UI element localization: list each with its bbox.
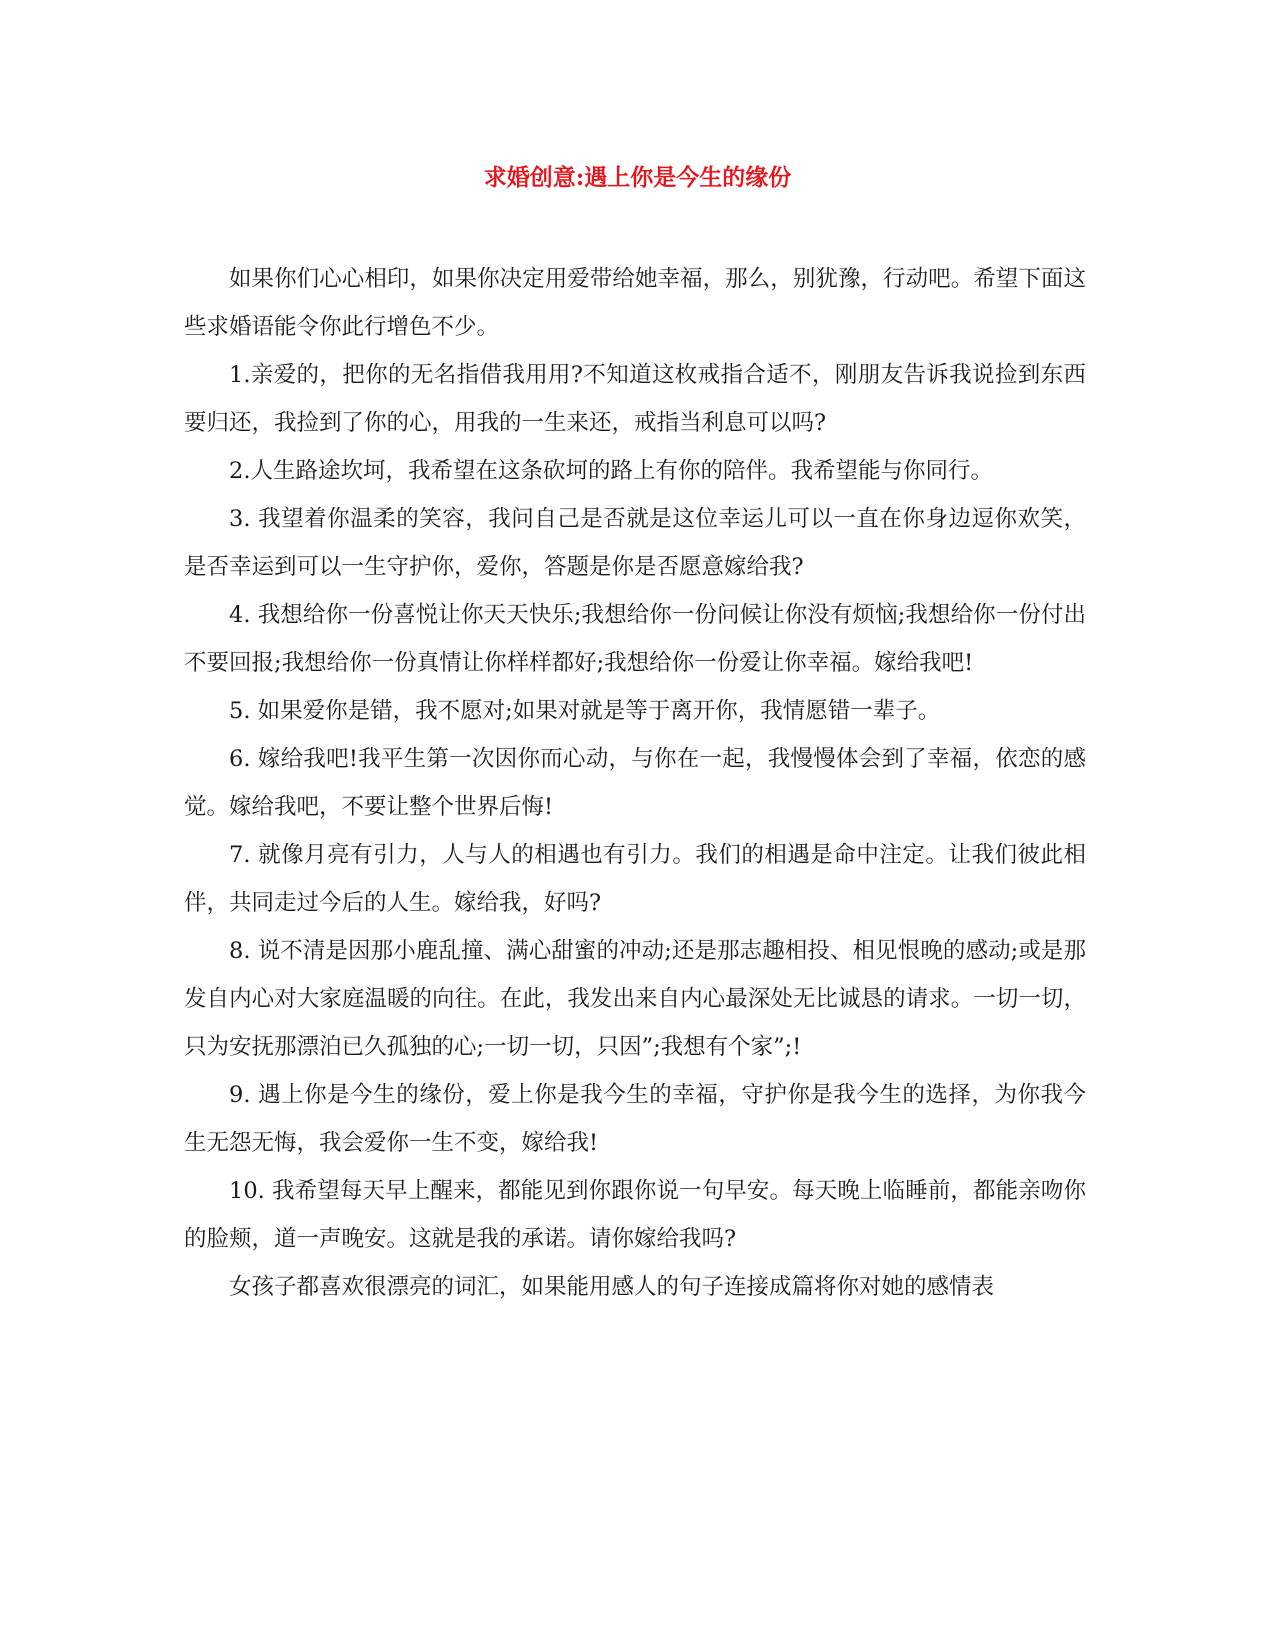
proposal-item-7: 7. 就像月亮有引力，人与人的相遇也有引力。我们的相遇是命中注定。让我们彼此相伴，共同走过今后的人生。嫁给我，好吗? (184, 842, 1086, 916)
proposal-item-10: 10. 我希望每天早上醒来，都能见到你跟你说一句早安。每天晚上临睡前，都能亲吻你的脸颊，道一声晚安。这就是我的承诺。请你嫁给我吗? (184, 1178, 1086, 1252)
intro-paragraph: 如果你们心心相印，如果你决定用爱带给她幸福，那么，别犹豫，行动吧。希望下面这些求婚语能令你此行增色不少。 (184, 266, 1086, 340)
document-body (184, 255, 1086, 1311)
proposal-item-2: 2.人生路途坎坷，我希望在这条砍坷的路上有你的陪伴。我希望能与你同行。 (229, 458, 993, 484)
proposal-item-8: 8. 说不清是因那小鹿乱撞、满心甜蜜的冲动;还是那志趣相投、相见恨晚的感动;或是那发自内心对大家庭温暖的向往。在此，我发出来自内心最深处无比诚恳的请求。一切一切，只为安抚那漂泊已久孤独的心;一切一切，只因”;我想有个家”;! (184, 938, 1086, 1060)
proposal-item-9: 9. 遇上你是今生的缘份，爱上你是我今生的幸福，守护你是我今生的选择，为你我今生无怨无悔，我会爱你一生不变，嫁给我! (184, 1082, 1086, 1156)
closing-paragraph: 女孩子都喜欢很漂亮的词汇，如果能用感人的句子连接成篇将你对她的感情表 (229, 1274, 995, 1300)
proposal-item-6: 6. 嫁给我吧!我平生第一次因你而心动，与你在一起，我慢慢体会到了幸福，依恋的感觉。嫁给我吧，不要让整个世界后悔! (184, 746, 1086, 820)
proposal-item-3: 3. 我望着你温柔的笑容，我问自己是否就是这位幸运儿可以一直在你身边逗你欢笑，是否幸运到可以一生守护你，爱你，答题是你是否愿意嫁给我? (184, 506, 1086, 580)
document-title: 求婚创意:遇上你是今生的缘份 (483, 164, 792, 191)
proposal-item-4: 4. 我想给你一份喜悦让你天天快乐;我想给你一份问候让你没有烦恼;我想给你一份付出不要回报;我想给你一份真情让你样样都好;我想给你一份爱让你幸福。嫁给我吧! (184, 602, 1086, 676)
proposal-item-1: 1.亲爱的，把你的无名指借我用用?不知道这枚戒指合适不，刚朋友告诉我说捡到东西要归还，我捡到了你的心，用我的一生来还，戒指当利息可以吗? (184, 362, 1086, 436)
proposal-item-5: 5. 如果爱你是错，我不愿对;如果对就是等于离开你，我情愿错一辈子。 (229, 698, 941, 724)
